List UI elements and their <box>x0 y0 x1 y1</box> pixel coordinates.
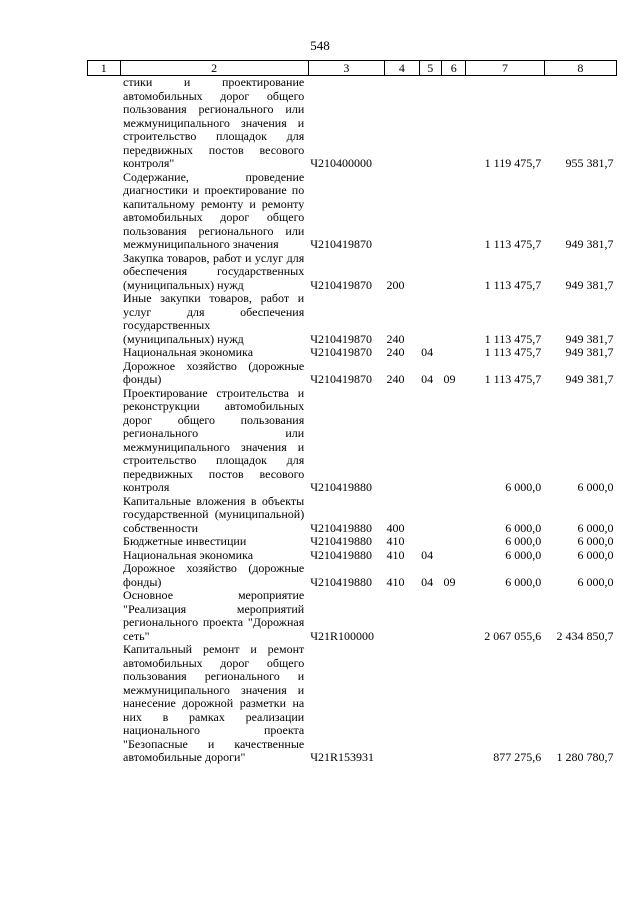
row-expense-type: 240 <box>386 331 405 346</box>
table-row <box>88 76 617 171</box>
column-number-header <box>88 61 617 76</box>
row-amount-col7: 6 000,0 <box>505 520 542 535</box>
row-expense-type: 410 <box>386 574 405 589</box>
table-row <box>88 346 617 360</box>
header-col-6: 6 <box>441 61 465 76</box>
row-subsection <box>441 643 465 765</box>
row-index-cell <box>88 360 121 387</box>
row-expense-type <box>385 589 420 643</box>
row-index-cell <box>88 252 121 293</box>
row-subsection <box>441 387 465 495</box>
row-description: Дорожное хозяйство (дорожные фонды) <box>123 561 305 589</box>
table-row <box>88 252 617 293</box>
row-subsection <box>441 589 465 643</box>
header-col-8: 8 <box>544 61 616 76</box>
row-subsection <box>441 346 465 360</box>
row-target-code: Ч210419870 <box>310 345 373 359</box>
row-target-code: Ч210419870 <box>310 331 373 346</box>
header-col-5: 5 <box>419 61 441 76</box>
row-amount-col8: 949 381,7 <box>565 331 614 346</box>
row-description: стики и проектирование автомобильных дорог общего пользования регионального или межмуниципального значения и строительство площадок для передвижных постов весового контроля" <box>123 75 305 170</box>
row-target-code: Ч210419880 <box>310 480 373 494</box>
row-description: Основное мероприятие "Реализация мероприятий регионального проекта "Дорожная сеть" <box>123 588 305 643</box>
row-target-code: Ч210419880 <box>310 520 373 535</box>
row-subsection <box>441 495 465 536</box>
row-target-code: Ч210400000 <box>310 156 373 170</box>
row-description: Капитальный ремонт и ремонт автомобильных дорог общего пользования регионального и межмуниципального значения и нанесение дорожной разметки на них в рамках реализации национального проекта "Безопасные и качественные автомобильные дороги" <box>123 642 305 764</box>
row-amount-col7: 6 000,0 <box>505 480 542 494</box>
header-col-7: 7 <box>466 61 544 76</box>
row-amount-col8: 6 000,0 <box>577 520 614 535</box>
row-expense-type <box>385 387 420 495</box>
row-section <box>419 535 441 549</box>
table-row <box>88 535 617 549</box>
row-expense-type <box>385 643 420 765</box>
row-subsection <box>441 549 465 563</box>
row-amount-col8: 949 381,7 <box>565 372 614 386</box>
row-amount-col8: 949 381,7 <box>565 277 614 292</box>
row-expense-type <box>385 171 420 252</box>
row-index-cell <box>88 495 121 536</box>
row-description: Бюджетные инвестиции <box>123 534 247 548</box>
budget-table <box>87 60 617 765</box>
table-row <box>88 495 617 536</box>
row-section <box>419 292 441 346</box>
table-row <box>88 171 617 252</box>
row-section <box>419 589 441 643</box>
row-amount-col7: 1 113 475,7 <box>484 237 542 251</box>
row-subsection: 09 <box>443 372 456 386</box>
row-target-code: Ч210419880 <box>310 534 373 548</box>
row-description: Закупка товаров, работ и услуг для обеспечения государственных (муниципальных) нужд <box>123 250 305 292</box>
row-target-code: Ч210419880 <box>310 574 373 589</box>
row-subsection <box>441 535 465 549</box>
row-subsection <box>441 76 465 171</box>
table-row <box>88 292 617 346</box>
row-section: 04 <box>421 547 434 562</box>
table-row <box>88 360 617 387</box>
row-amount-col8: 6 000,0 <box>577 534 614 548</box>
header-col-4: 4 <box>385 61 420 76</box>
header-col-1: 1 <box>88 61 121 76</box>
row-section: 04 <box>421 372 434 386</box>
table-row <box>88 589 617 643</box>
row-expense-type: 240 <box>386 345 405 359</box>
table-row <box>88 643 617 765</box>
row-amount-col8: 6 000,0 <box>577 547 614 562</box>
row-index-cell <box>88 387 121 495</box>
row-amount-col7: 1 113 475,7 <box>484 277 542 292</box>
row-index-cell <box>88 76 121 171</box>
row-amount-col8: 1 280 780,7 <box>556 750 614 764</box>
row-amount-col8: 949 381,7 <box>565 237 614 251</box>
row-amount-col8: 2 434 850,7 <box>556 628 614 643</box>
row-amount-col7: 1 119 475,7 <box>484 156 542 170</box>
row-amount-col7: 1 113 475,7 <box>484 331 542 346</box>
row-expense-type: 410 <box>386 534 405 548</box>
table-row <box>88 387 617 495</box>
row-description: Иные закупки товаров, работ и услуг для обеспечения государственных (муниципальных) нужд <box>123 291 305 346</box>
row-section: 04 <box>421 345 434 359</box>
row-expense-type: 200 <box>386 277 405 292</box>
row-target-code: Ч210419880 <box>310 547 373 562</box>
row-index-cell <box>88 549 121 563</box>
row-section <box>419 252 441 293</box>
header-col-2: 2 <box>120 61 308 76</box>
row-expense-type <box>385 76 420 171</box>
row-section: 04 <box>421 574 434 589</box>
row-section <box>419 76 441 171</box>
row-subsection <box>441 292 465 346</box>
row-target-code: Ч21R100000 <box>310 628 375 643</box>
row-expense-type: 400 <box>386 520 405 535</box>
row-index-cell <box>88 643 121 765</box>
page-number: 548 <box>310 38 330 53</box>
row-amount-col8: 6 000,0 <box>577 574 614 589</box>
row-index-cell <box>88 535 121 549</box>
table-body <box>88 76 617 765</box>
row-amount-col7: 6 000,0 <box>505 534 542 548</box>
row-section <box>419 171 441 252</box>
row-amount-col7: 2 067 055,6 <box>484 628 542 643</box>
row-subsection <box>441 171 465 252</box>
row-description: Проектирование строительства и реконструкции автомобильных дорог общего пользования регионального или межмуниципального значения и строительство площадок для передвижных постов весового контроля <box>123 385 305 494</box>
row-expense-type: 410 <box>386 547 405 562</box>
row-target-code: Ч210419870 <box>310 372 373 386</box>
row-target-code: Ч210419870 <box>310 237 373 251</box>
row-section <box>419 495 441 536</box>
row-subsection: 09 <box>443 574 456 589</box>
row-amount-col7: 877 275,6 <box>493 750 542 764</box>
row-description: Национальная экономика <box>123 547 254 562</box>
row-section <box>419 643 441 765</box>
row-target-code: Ч210419870 <box>310 277 373 292</box>
row-amount-col7: 1 113 475,7 <box>484 345 542 359</box>
table-row <box>88 549 617 563</box>
row-index-cell <box>88 589 121 643</box>
row-index-cell <box>88 562 121 589</box>
row-description: Национальная экономика <box>123 345 254 359</box>
row-subsection <box>441 252 465 293</box>
row-description: Дорожное хозяйство (дорожные фонды) <box>123 358 305 386</box>
row-index-cell <box>88 292 121 346</box>
row-target-code: Ч21R153931 <box>310 750 375 764</box>
row-amount-col8: 949 381,7 <box>565 345 614 359</box>
header-col-3: 3 <box>308 61 384 76</box>
row-expense-type: 240 <box>386 372 405 386</box>
row-amount-col7: 1 113 475,7 <box>484 372 542 386</box>
row-amount-col8: 6 000,0 <box>577 480 614 494</box>
row-amount-col7: 6 000,0 <box>505 547 542 562</box>
row-index-cell <box>88 346 121 360</box>
row-description: Капитальные вложения в объекты государственной (муниципальной) собственности <box>123 493 305 535</box>
row-index-cell <box>88 171 121 252</box>
table-row <box>88 562 617 589</box>
row-description: Содержание, проведение диагностики и проектирование по капитальному ремонту и ремонту автомобильных дорог общего пользования регионального или межмуниципального значения <box>123 169 305 251</box>
row-section <box>419 387 441 495</box>
row-amount-col7: 6 000,0 <box>505 574 542 589</box>
row-amount-col8: 955 381,7 <box>565 156 614 170</box>
